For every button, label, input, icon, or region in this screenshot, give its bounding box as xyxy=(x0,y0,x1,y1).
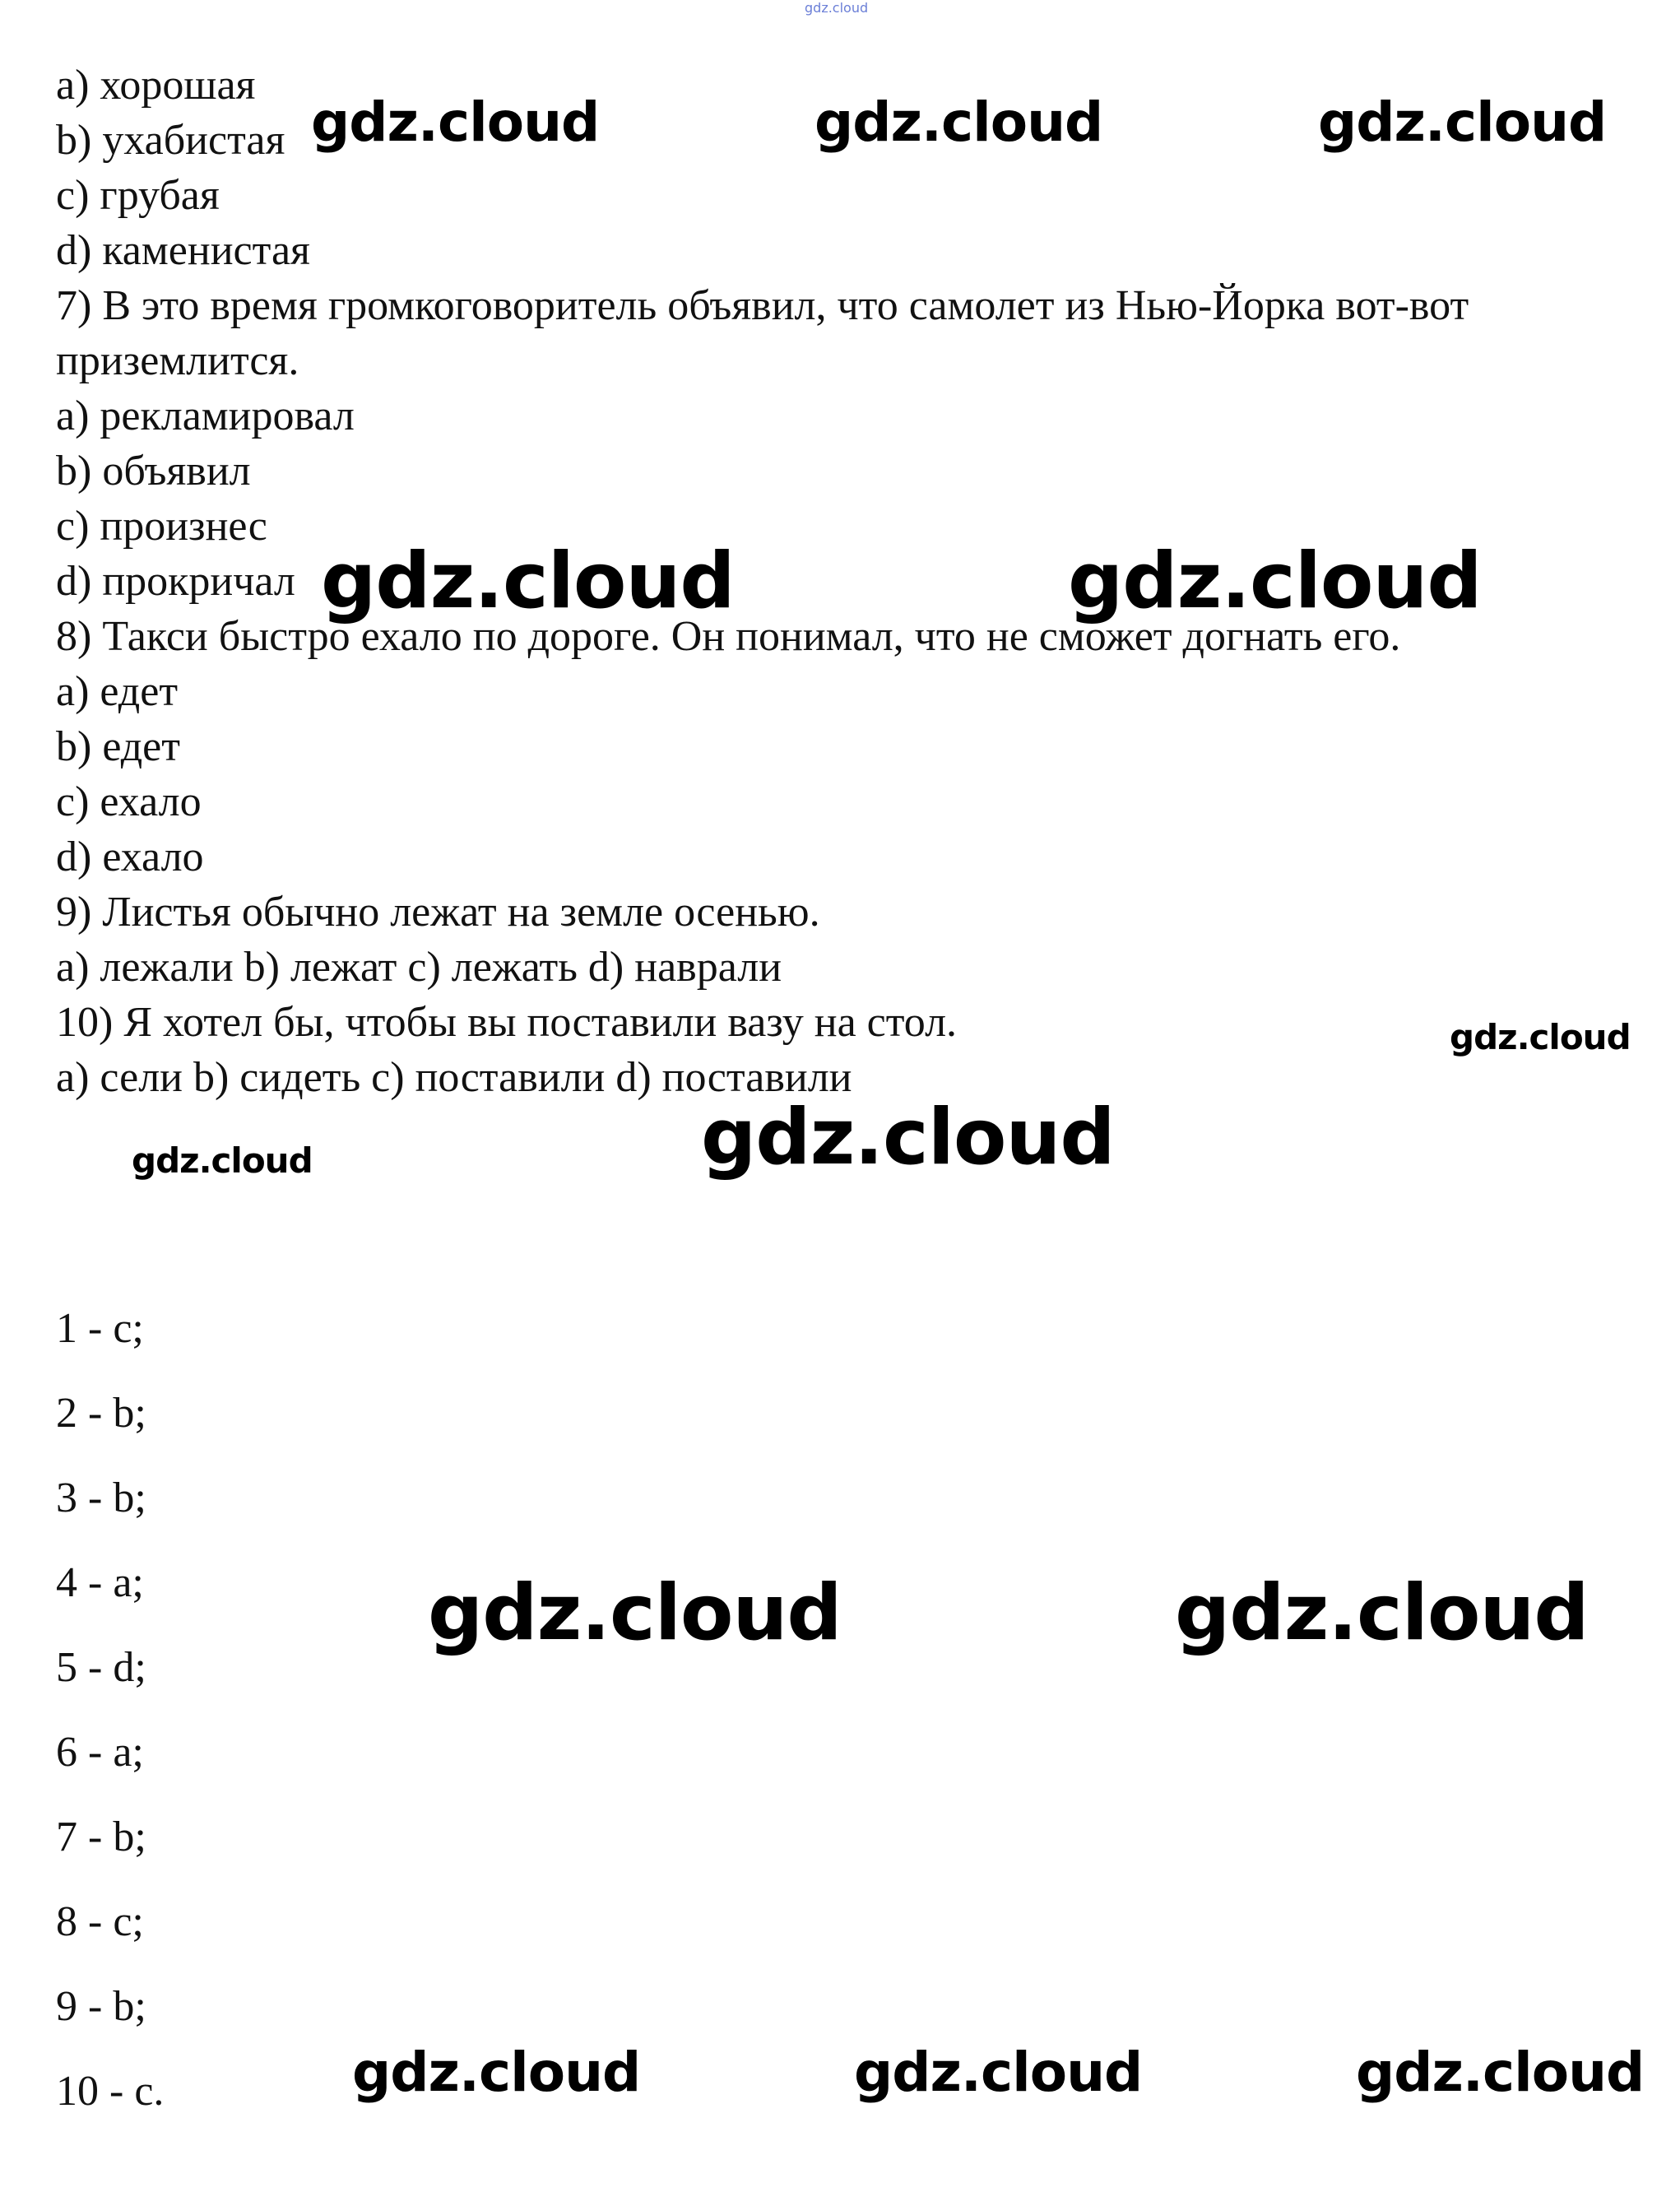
question-line: 10) Я хотел бы, чтобы вы поставили вазу на стол. xyxy=(56,999,958,1046)
option-line: c) ехало xyxy=(56,778,202,825)
watermark: gdz.cloud xyxy=(311,91,600,154)
watermark: gdz.cloud xyxy=(1068,536,1482,626)
watermark: gdz.cloud xyxy=(428,1568,842,1658)
answer-line: 3 - b; xyxy=(56,1475,146,1521)
question-line: 8) Такси быстро ехало по дороге. Он понимал, что не сможет догнать его. xyxy=(56,613,1401,660)
watermark: gdz.cloud xyxy=(701,1093,1115,1182)
answer-line: 4 - a; xyxy=(56,1559,144,1606)
watermark: gdz.cloud xyxy=(352,2041,641,2104)
answer-line: 10 - c. xyxy=(56,2068,165,2115)
answer-line: 7 - b; xyxy=(56,1814,146,1860)
answer-line: 6 - a; xyxy=(56,1729,144,1776)
option-line: b) объявил xyxy=(56,448,251,495)
answer-line: 8 - c; xyxy=(56,1898,144,1945)
watermark: gdz.cloud xyxy=(814,91,1103,154)
option-line: d) ехало xyxy=(56,834,204,880)
answer-line: 9 - b; xyxy=(56,1983,146,2030)
option-line: a) рекламировал xyxy=(56,392,355,439)
option-line: b) едет xyxy=(56,723,180,770)
answer-line: 2 - b; xyxy=(56,1390,146,1437)
question-line: 9) Листья обычно лежат на земле осенью. xyxy=(56,889,820,936)
option-line: a) хорошая xyxy=(56,62,256,109)
answer-line: 1 - c; xyxy=(56,1305,144,1352)
watermark: gdz.cloud xyxy=(1450,1017,1631,1057)
option-line: a) сели b) сидеть c) поставили d) поставили xyxy=(56,1054,852,1101)
watermark: gdz.cloud xyxy=(1356,2041,1645,2104)
header-watermark: gdz.cloud xyxy=(805,0,869,16)
watermark: gdz.cloud xyxy=(132,1140,313,1181)
option-line: c) произнес xyxy=(56,503,267,550)
answer-line: 5 - d; xyxy=(56,1644,146,1691)
watermark: gdz.cloud xyxy=(1175,1568,1589,1658)
question-line: приземлится. xyxy=(56,337,299,384)
option-line: b) ухабистая xyxy=(56,117,285,164)
option-line: d) каменистая xyxy=(56,227,310,274)
option-line: d) прокричал xyxy=(56,558,295,605)
watermark: gdz.cloud xyxy=(321,536,735,626)
question-line: 7) В это время громкоговоритель объявил, что самолет из Нью-Йорка вот-вот xyxy=(56,282,1469,329)
watermark: gdz.cloud xyxy=(854,2041,1143,2104)
option-line: a) лежали b) лежат c) лежать d) наврали xyxy=(56,944,782,991)
option-line: c) грубая xyxy=(56,172,220,219)
option-line: a) едет xyxy=(56,668,179,715)
watermark: gdz.cloud xyxy=(1318,91,1607,154)
